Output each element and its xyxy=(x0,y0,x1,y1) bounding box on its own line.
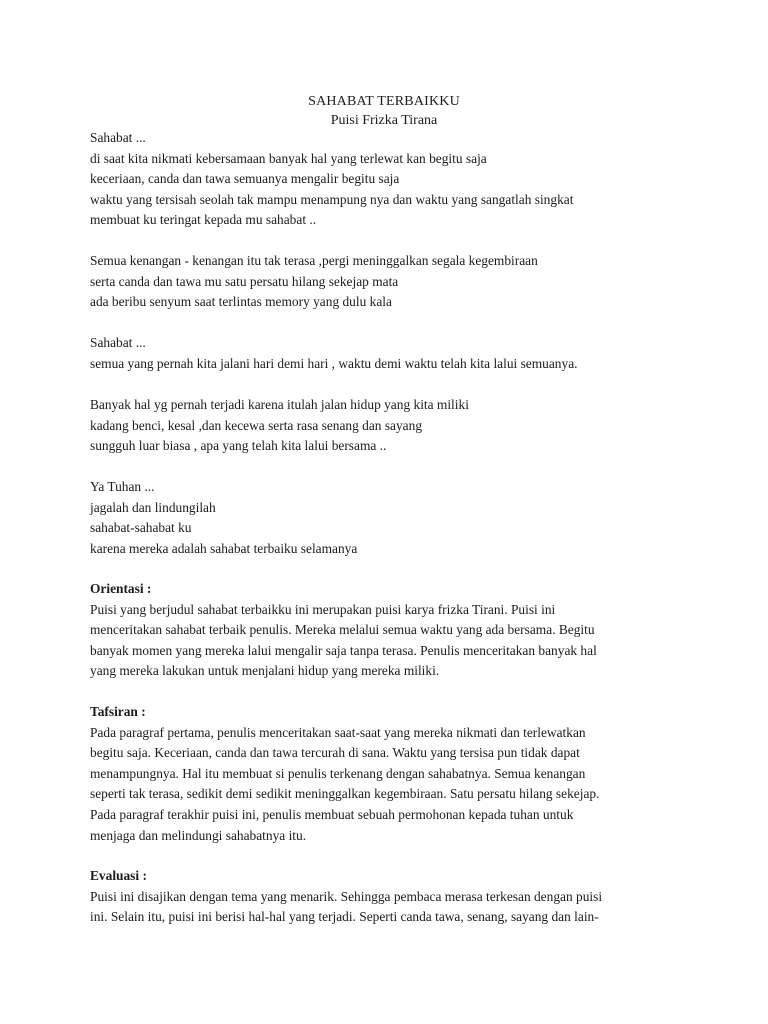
section-orientasi xyxy=(90,579,690,682)
poem-line: semua yang pernah kita jalani hari demi hari , waktu demi waktu telah kita lalui semuanya. xyxy=(90,355,578,371)
section-heading: Orientasi : xyxy=(90,581,152,596)
poem-line: keceriaan, canda dan tawa semuanya mengalir begitu saja xyxy=(90,171,400,187)
poem-line: Semua kenangan - kenangan itu tak terasa ,pergi meninggalkan segala kegembiraan xyxy=(90,253,538,268)
paragraph-line: ini. Selain itu, puisi ini berisi hal-hal yang terjadi. Seperti canda tawa, senang, sayang dan lain- xyxy=(90,909,599,925)
paragraph-line: Pada paragraf pertama, penulis menceritakan saat-saat yang mereka nikmati dan terlewatkan xyxy=(90,724,586,740)
paragraph-line: seperti tak terasa, sedikit demi sedikit meninggalkan kegembiraan. Satu persatu hilang sekejap. xyxy=(90,786,600,802)
section-heading: Evaluasi : xyxy=(90,868,147,883)
paragraph-line: Puisi ini disajikan dengan tema yang menarik. Sehingga pembaca merasa terkesan dengan puisi xyxy=(90,888,603,904)
poem-author: Puisi Frizka Tirana xyxy=(330,113,438,128)
poem-title: SAHABAT TERBAIKKU xyxy=(308,94,460,109)
poem-line: Ya Tuhan ... xyxy=(90,479,155,494)
paragraph-line: menceritakan sahabat terbaik penulis. Mereka melalui semua waktu yang ada bersama. Begitu xyxy=(90,622,595,638)
stanza-5 xyxy=(90,477,690,559)
paragraph-line: Pada paragraf terakhir puisi ini, penulis membuat sebuah permohonan kepada tuhan untuk xyxy=(90,806,574,822)
poem-line: jagalah dan lindungilah xyxy=(90,499,216,515)
paragraph-line: menampungnya. Hal itu membuat si penulis terkenang dengan sahabatnya. Semua kenangan xyxy=(90,765,586,781)
poem-line: sahabat-sahabat ku xyxy=(90,520,192,536)
poem-line: di saat kita nikmati kebersamaan banyak hal yang terlewat kan begitu saja xyxy=(90,150,487,166)
poem-line: Sahabat ... xyxy=(90,335,146,350)
poem-line: sungguh luar biasa , apa yang telah kita lalui bersama .. xyxy=(90,438,387,454)
poem-line: waktu yang tersisah seolah tak mampu menampung nya dan waktu yang sangatlah singkat xyxy=(90,191,574,207)
poem-line: membuat ku teringat kepada mu sahabat .. xyxy=(90,212,317,228)
stanza-2 xyxy=(90,251,690,313)
paragraph-line: Puisi yang berjudul sahabat terbaikku ini merupakan puisi karya frizka Tirani. Puisi ini xyxy=(90,601,556,617)
paragraph-line: yang mereka lakukan untuk menjalani hidup yang mereka miliki. xyxy=(90,663,440,679)
poem-line: kadang benci, kesal ,dan kecewa serta rasa senang dan sayang xyxy=(90,417,423,433)
paragraph-line: begitu saja. Keceriaan, canda dan tawa tercurah di sana. Waktu yang tersisa pun tidak dapat xyxy=(90,745,580,761)
poem-line: Banyak hal yg pernah terjadi karena itulah jalan hidup yang kita miliki xyxy=(90,397,469,412)
section-tafsiran xyxy=(90,702,690,846)
stanza-1 xyxy=(90,128,690,231)
section-heading: Tafsiran : xyxy=(90,704,146,719)
stanza-3 xyxy=(90,333,690,374)
poem-line: Sahabat ... xyxy=(90,130,146,145)
stanza-4 xyxy=(90,395,690,457)
paragraph-line: banyak momen yang mereka lalui mengalir saja tanpa terasa. Penulis menceritakan banyak hal xyxy=(90,642,597,658)
section-evaluasi xyxy=(90,866,690,928)
paragraph-line: menjaga dan melindungi sahabatnya itu. xyxy=(90,827,307,843)
poem-line: ada beribu senyum saat terlintas memory yang dulu kala xyxy=(90,294,392,310)
poem-line: serta canda dan tawa mu satu persatu hilang sekejap mata xyxy=(90,273,399,289)
poem-line: karena mereka adalah sahabat terbaiku selamanya xyxy=(90,540,358,556)
